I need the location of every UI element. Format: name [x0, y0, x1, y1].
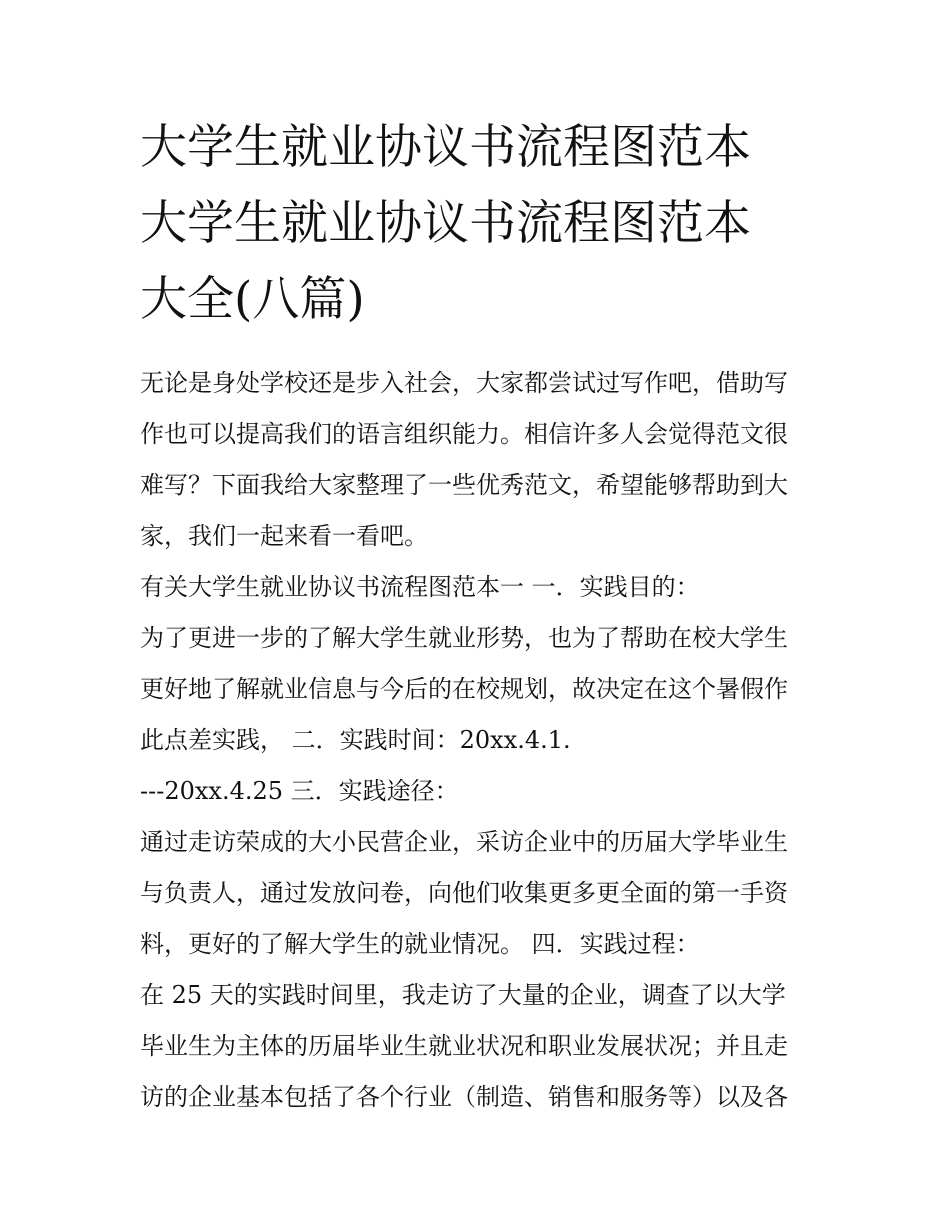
body-line: 为了更进一步的了解大学生就业形势，也为了帮助在校大学生 [140, 624, 788, 652]
body-line: ---20xx.4.25 三．实践途径： [140, 777, 459, 805]
body-line: 料，更好的了解大学生的就业情况。 四．实践过程： [140, 930, 700, 958]
document-content [140, 110, 812, 1123]
body-line: 毕业生为主体的历届毕业生就业状况和职业发展状况；并且走 [140, 1032, 788, 1060]
body-line: 作也可以提高我们的语言组织能力。相信许多人会觉得范文很 [140, 420, 788, 448]
section-heading-line: 有关大学生就业协议书流程图范本一 一．实践目的： [140, 573, 700, 601]
body-line: 在 25 天的实践时间里，我走访了大量的企业，调查了以大学 [140, 981, 786, 1009]
body-line: 此点差实践， 二．实践时间：20xx.4.1. [140, 726, 571, 754]
body-line: 难写？下面我给大家整理了一些优秀范文，希望能够帮助到大 [140, 471, 788, 499]
body-line: 无论是身处学校还是步入社会，大家都尝试过写作吧，借助写 [140, 369, 788, 397]
title-line-3: 大全(八篇) [140, 272, 365, 327]
title-line-2: 大学生就业协议书流程图范本 [140, 196, 751, 251]
body-line: 与负责人，通过发放问卷，向他们收集更多更全面的第一手资 [140, 879, 788, 907]
body-line: 家，我们一起来看一看吧。 [140, 522, 428, 550]
document-title [140, 110, 812, 338]
body-line: 更好地了解就业信息与今后的在校规划，故决定在这个暑假作 [140, 675, 788, 703]
body-line: 通过走访荣成的大小民营企业，采访企业中的历届大学毕业生 [140, 828, 788, 856]
document-body [140, 358, 812, 1123]
title-line-1: 大学生就业协议书流程图范本 [140, 120, 751, 175]
body-line: 访的企业基本包括了各个行业（制造、销售和服务等）以及各 [140, 1083, 788, 1111]
